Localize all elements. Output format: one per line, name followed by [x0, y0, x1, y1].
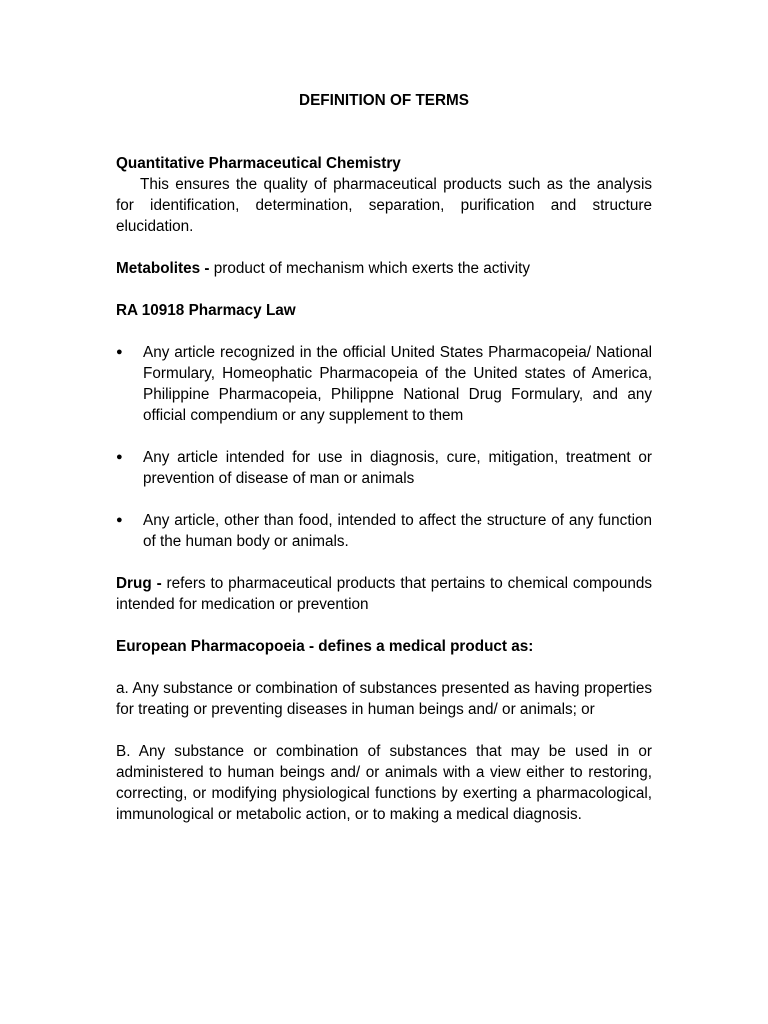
- definition-item-b: B. Any substance or combination of substances that may be used in or administered to human beings and/ or animals with a view either to restoring, correcting, or modifying physiological functions by exerting a pharmacological, immunological or metabolic action, or to making a medical diagnosis.: [116, 743, 652, 823]
- list-item-text: Any article, other than food, intended to affect the structure of any function of the human body or animals.: [143, 512, 652, 550]
- bullet-icon: ●: [116, 346, 123, 358]
- section-european-pharmacopoeia: [116, 636, 652, 825]
- section-metabolites: [116, 258, 652, 279]
- list-item: [116, 342, 652, 426]
- bullet-icon: ●: [116, 451, 123, 463]
- list-item: [116, 510, 652, 552]
- page-title: DEFINITION OF TERMS: [299, 92, 469, 109]
- section-heading: European Pharmacopoeia - defines a medical product as:: [116, 638, 534, 655]
- section-drug: [116, 573, 652, 615]
- list-item: [116, 447, 652, 489]
- term-definition: product of mechanism which exerts the activity: [209, 260, 531, 277]
- term-label: Metabolites -: [116, 260, 210, 277]
- section-body: This ensures the quality of pharmaceutical products such as the analysis for identification, determination, separation, purification and structure elucidation.: [116, 176, 652, 235]
- list-item-text: Any article intended for use in diagnosis, cure, mitigation, treatment or prevention of disease of man or animals: [143, 449, 652, 487]
- section-heading: RA 10918 Pharmacy Law: [116, 302, 296, 319]
- document-content: [116, 90, 652, 825]
- term-definition: refers to pharmaceutical products that pertains to chemical compounds intended for medication or prevention: [116, 575, 652, 613]
- list-item-text: Any article recognized in the official United States Pharmacopeia/ National Formulary, Homeophatic Pharmacopeia of the United states of America, Philippine Pharmacopeia, Philippne National Drug Formulary, and any official compendium or any supplement to them: [143, 344, 652, 424]
- term-label: Drug -: [116, 575, 162, 592]
- section-quantitative-pharmaceutical-chemistry: [116, 153, 652, 237]
- bullet-icon: ●: [116, 514, 123, 526]
- definition-item-a: a. Any substance or combination of substances presented as having properties for treating or preventing diseases in human beings and/ or animals; or: [116, 680, 652, 718]
- section-ra-10918: [116, 300, 652, 552]
- definition-paragraph: [116, 258, 652, 279]
- bullet-list: [116, 342, 652, 552]
- section-heading: Quantitative Pharmaceutical Chemistry: [116, 155, 401, 172]
- definition-paragraph: [116, 573, 652, 615]
